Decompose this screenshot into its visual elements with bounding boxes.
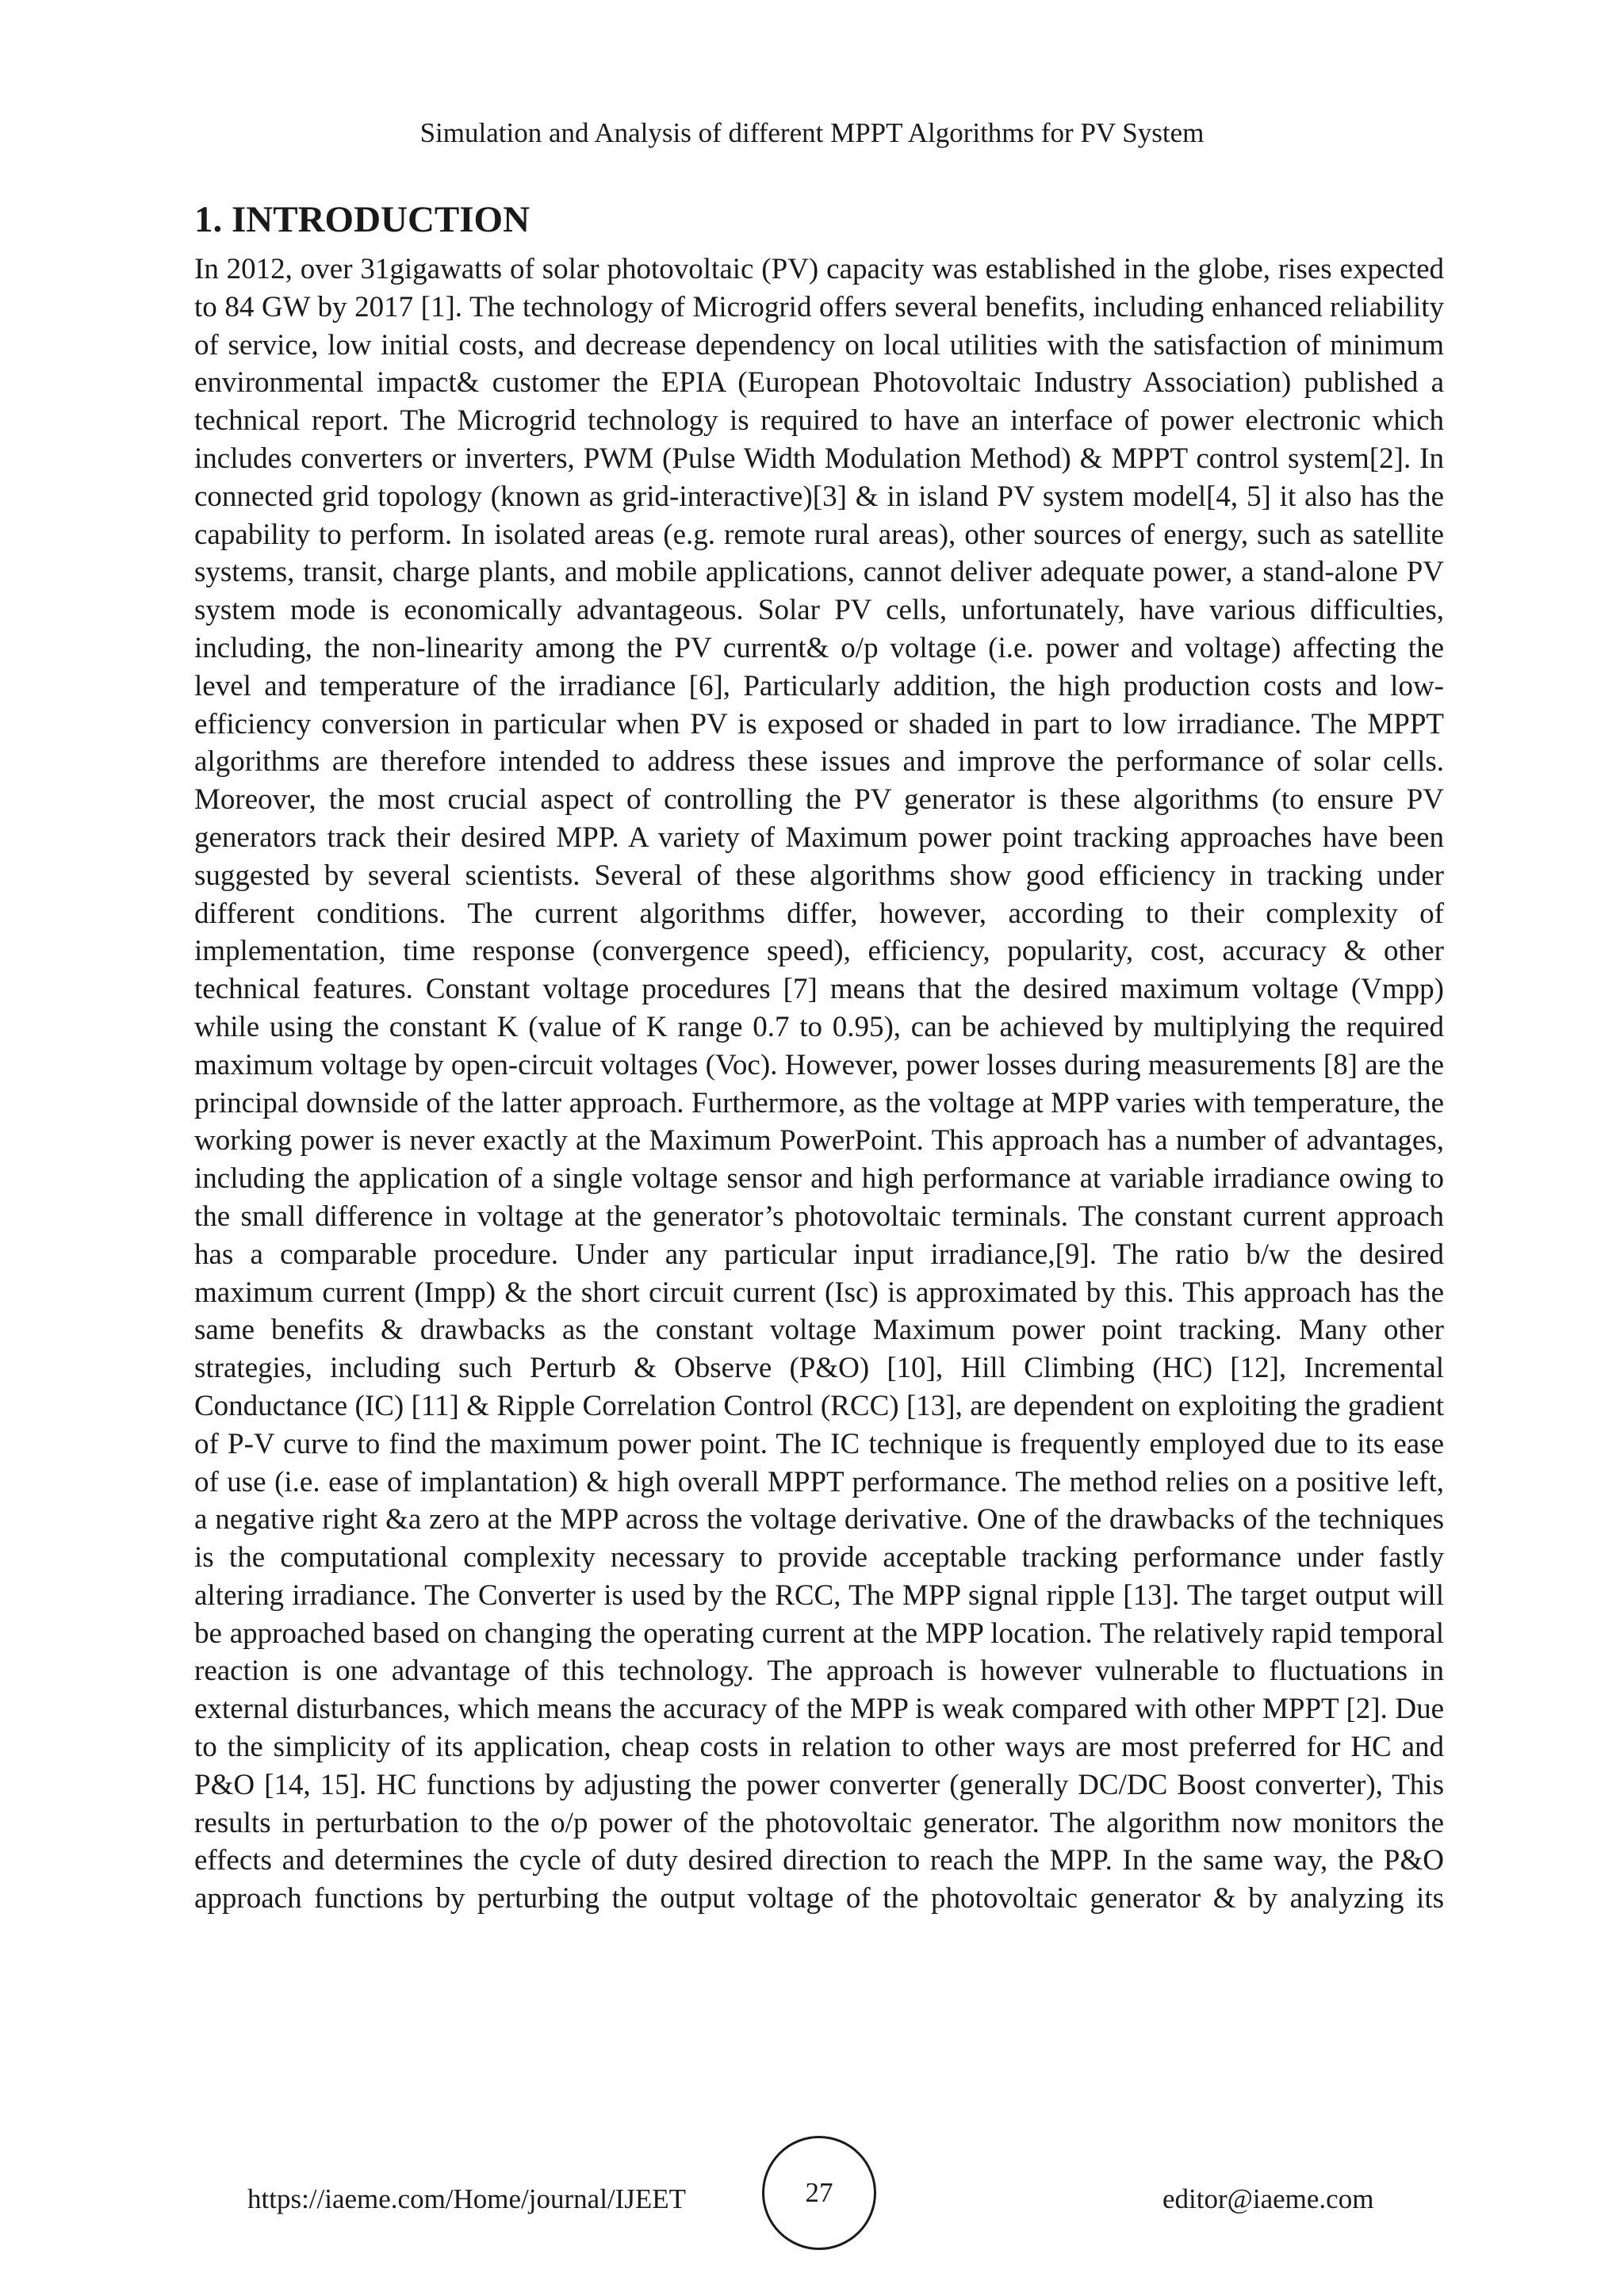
running-header: Simulation and Analysis of different MPPT Algorithms for PV System: [419, 117, 1205, 148]
journal-url-link[interactable]: https://iaeme.com/Home/journal/IJEET: [247, 2183, 687, 2214]
page-number: 27: [805, 2177, 833, 2208]
page-footer: [0, 2136, 1624, 2263]
editor-email-link[interactable]: editor@iaeme.com: [1162, 2183, 1374, 2214]
body-paragraph: In 2012, over 31gigawatts of solar photovoltaic (PV) capacity was established in the globe, rises expected to 84 GW by 2017 [1]. The technology of Microgrid offers several benefits, including enhanced reliability of service, low initial costs, and decrease dependency on local utilities with the satisfaction of minimum environmental impact& customer the EPIA (European Photovoltaic Industry Association) published a technical report. The Microgrid technology is required to have an interface of power electronic which includes converters or inverters, PWM (Pulse Width Modulation Method) & MPPT control system[2]. In connected grid topology (known as grid-interactive)[3] & in island PV system model[4, 5] it also has the capability to perform. In isolated areas (e.g. remote rural areas), other sources of energy, such as satellite systems, transit, charge plants, and mobile applications, cannot deliver adequate power, a stand-alone PV system mode is economically advantageous. Solar PV cells, unfortunately, have various difficulties, including, the non-linearity among the PV current& o/p voltage (i.e. power and voltage) affecting the level and temperature of the irradiance [6], Particularly addition, the high production costs and low-efficiency conversion in particular when PV is exposed or shaded in part to low irradiance. The MPPT algorithms are therefore intended to address these issues and improve the performance of solar cells. Moreover, the most crucial aspect of controlling the PV generator is these algorithms (to ensure PV generators track their desired MPP. A variety of Maximum power point tracking approaches have been suggested by several scientists. Several of these algorithms show good efficiency in tracking under different conditions. The current algorithms differ, however, according to their complexity of implementation, time response (convergence speed), efficiency, popularity, cost, accuracy & other technical features. Constant voltage procedures [7] means that the desired maximum voltage (Vmpp) while using the constant K (value of K range 0.7 to 0.95), can be achieved by multiplying the required maximum voltage by open-circuit voltages (Voc). However, power losses during measurements [8] are the principal downside of the latter approach. Furthermore, as the voltage at MPP varies with temperature, the working power is never exactly at the Maximum PowerPoint. This approach has a number of advantages, including the application of a single voltage sensor and high performance at variable irradiance owing to the small difference in voltage at the generator’s photovoltaic terminals. The constant current approach has a comparable procedure. Under any particular input irradiance,[9]. The ratio b/w the desired maximum current (Impp) & the short circuit current (Isc) is approximated by this. This approach has the same benefits & drawbacks as the constant voltage Maximum power point tracking. Many other strategies, including such Perturb & Observe (P&O) [10], Hill Climbing (HC) [12], Incremental Conductance (IC) [11] & Ripple Correlation Control (RCC) [13], are dependent on exploiting the gradient of P-V curve to find the maximum power point. The IC technique is frequently employed due to its ease of use (i.e. ease of implantation) & high overall MPPT performance. The method relies on a positive left, a negative right &a zero at the MPP across the voltage derivative. One of the drawbacks of the techniques is the computational complexity necessary to provide acceptable tracking performance under fastly altering irradiance. The Converter is used by the RCC, The MPP signal ripple [13]. The target output will be approached based on changing the operating current at the MPP location. The relatively rapid temporal reaction is one advantage of this technology. The approach is however vulnerable to fluctuations in external disturbances, which means the accuracy of the MPP is weak compared with other MPPT [2]. Due to the simplicity of its application, cheap costs in relation to other ways are most preferred for HC and P&O [14, 15]. HC functions by adjusting the power converter (generally DC/DC Boost converter), This results in perturbation to the o/p power of the photovoltaic generator. The algorithm now monitors the effects and determines the cycle of duty desired direction to reach the MPP. In the same way, the P&O approach functions by perturbing the output voltage of the photovoltaic generator & by analyzing its: [194, 253, 1444, 1915]
page-number-badge: [762, 2136, 876, 2250]
section-heading: 1. INTRODUCTION: [194, 199, 530, 240]
